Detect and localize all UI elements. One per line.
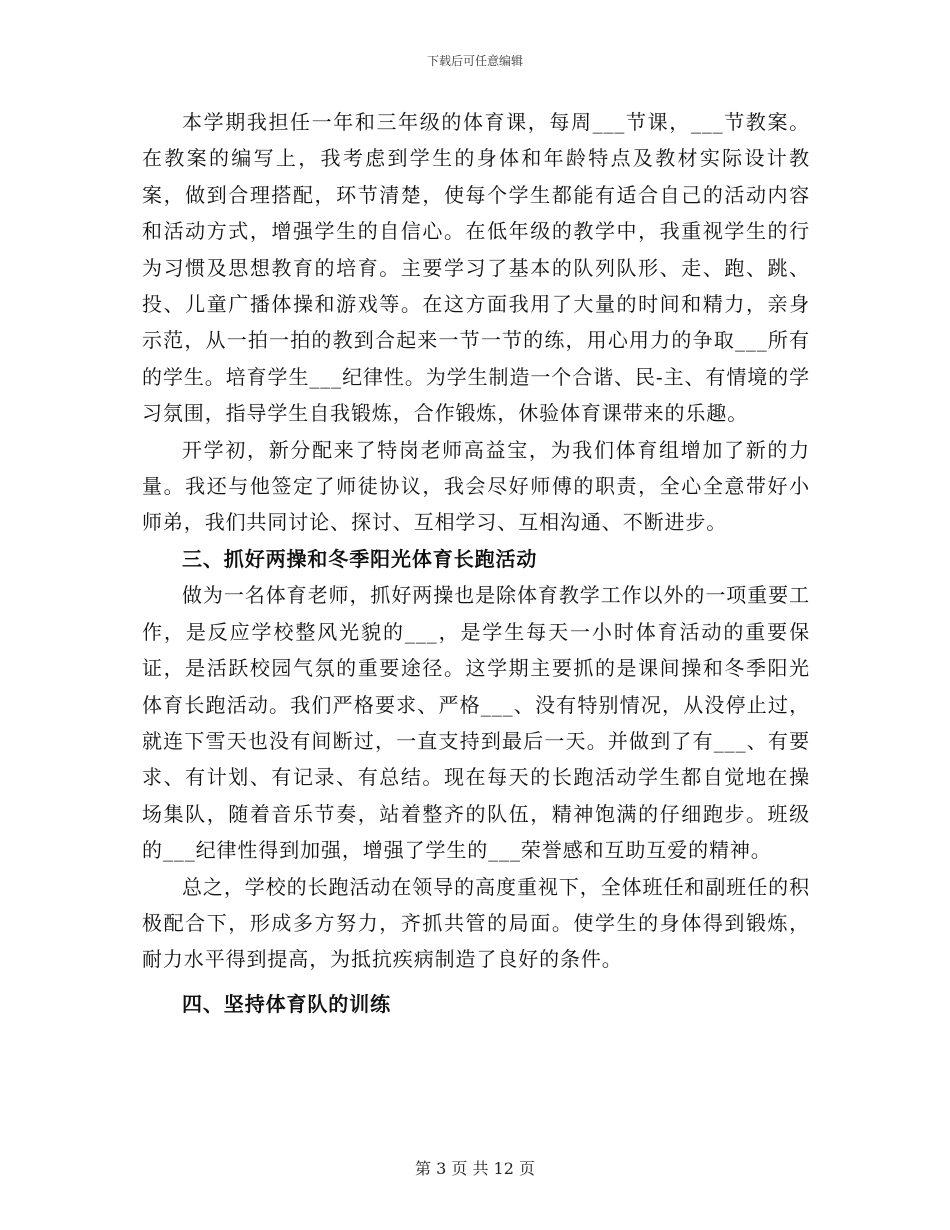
page-number: 第 3 页 共 12 页	[415, 1159, 535, 1178]
section-heading-three: 三、抓好两操和冬季阳光体育长跑活动	[182, 546, 538, 571]
paragraph-exercises: 做为一名体育老师，抓好两操也是除体育教学工作以外的一项重要工作，是反应学校整风光貌的___，是学生每天一小时体育活动的重要保证，是活跃校园气氛的重要途径。这学期主要抓的是课间操和冬季阳光体育长跑活动。我们严格要求、严格___、没有特别情况，从没停止过，就连下雪天也没有间断过，一直支持到最后一天。并做到了有___、有要求、有计划、有记录、有总结。现在每天的长跑活动学生都自觉地在操场集队，随着音乐节奏，站着整齐的队伍，精神饱满的仔细跑步。班级的___纪律性得到加强，增强了学生的___荣誉感和互助互爱的精神。	[142, 583, 810, 863]
paragraph-summary: 总之，学校的长跑活动在领导的高度重视下，全体班任和副班任的积极配合下，形成多方努力，齐抓共管的局面。使学生的身体得到锻炼，耐力水平得到提高，为抵抗疾病制造了良好的条件。	[142, 874, 810, 972]
paragraph-mentor: 开学初，新分配来了特岗老师高益宝，为我们体育组增加了新的力量。我还与他签定了师徒协议，我会尽好师傅的职责，全心全意带好小师弟，我们共同讨论、探讨、互相学习、互相沟通、不断进步。	[142, 437, 810, 535]
section-heading-four: 四、坚持体育队的训练	[182, 991, 391, 1016]
document-body	[142, 104, 810, 1022]
paragraph-teaching-plan: 本学期我担任一年和三年级的体育课，每周___节课，___节教案。在教案的编写上，我考虑到学生的身体和年龄特点及教材实际设计教案，做到合理搭配，环节清楚，使每个学生都能有适合自己的活动内容和活动方式，增强学生的自信心。在低年级的教学中，我重视学生的行为习惯及思想教育的培育。主要学习了基本的队列队形、走、跑、跳、投、儿童广播体操和游戏等。在这方面我用了大量的时间和精力，亲身示范，从一拍一拍的教到合起来一节一节的练，用心用力的争取___所有的学生。培育学生___纪律性。为学生制造一个合谐、民-主、有情境的学习氛围，指导学生自我锻炼，合作锻炼，休验体育课带来的乐趣。	[142, 110, 810, 426]
page-header-note: 下载后可任意编辑	[426, 54, 523, 68]
